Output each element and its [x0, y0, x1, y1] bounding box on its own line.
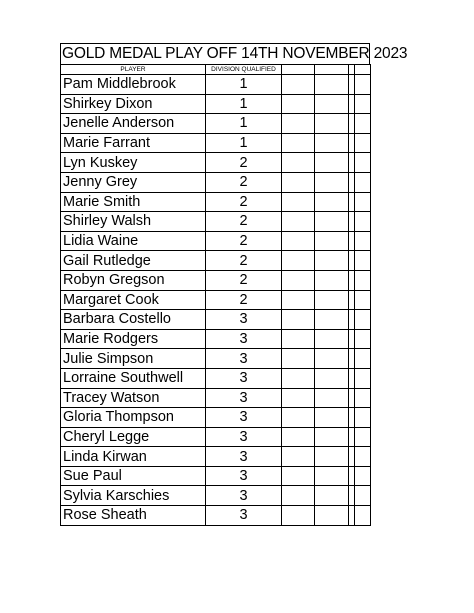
- player-name-cell: Marie Rodgers: [61, 329, 206, 349]
- player-name-cell: Rose Sheath: [61, 506, 206, 526]
- player-name-cell: Lorraine Southwell: [61, 368, 206, 388]
- player-name-cell: Shirley Walsh: [61, 212, 206, 232]
- blank-cell: [282, 114, 315, 134]
- table-row: [61, 427, 371, 447]
- blank-cell: [282, 251, 315, 271]
- division-cell: 3: [206, 466, 282, 486]
- blank-cell: [315, 192, 349, 212]
- blank-cell: [315, 251, 349, 271]
- player-name-cell: Gail Rutledge: [61, 251, 206, 271]
- table-row: [61, 388, 371, 408]
- blank-cell: [282, 172, 315, 192]
- blank-cell: [355, 153, 371, 173]
- division-cell: 2: [206, 270, 282, 290]
- blank-cell: [355, 192, 371, 212]
- blank-cell: [282, 290, 315, 310]
- blank-cell: [315, 447, 349, 467]
- table-row: [61, 466, 371, 486]
- blank-cell: [315, 270, 349, 290]
- blank-cell: [315, 310, 349, 330]
- blank-cell: [355, 349, 371, 369]
- blank-cell: [315, 212, 349, 232]
- division-cell: 3: [206, 349, 282, 369]
- table-row: [61, 172, 371, 192]
- division-cell: 1: [206, 133, 282, 153]
- blank-cell: [282, 310, 315, 330]
- table-row: [61, 231, 371, 251]
- player-name-cell: Marie Farrant: [61, 133, 206, 153]
- blank-cell: [282, 153, 315, 173]
- player-name-cell: Margaret Cook: [61, 290, 206, 310]
- player-table: [60, 64, 371, 526]
- blank-cell: [315, 506, 349, 526]
- player-name-cell: Shirkey Dixon: [61, 94, 206, 114]
- player-name-cell: Sylvia Karschies: [61, 486, 206, 506]
- blank-cell: [355, 427, 371, 447]
- player-name-cell: Lyn Kuskey: [61, 153, 206, 173]
- division-cell: 3: [206, 368, 282, 388]
- blank-cell: [282, 231, 315, 251]
- blank-cell: [315, 114, 349, 134]
- blank-cell: [355, 447, 371, 467]
- division-cell: 2: [206, 172, 282, 192]
- blank-cell: [315, 466, 349, 486]
- table-row: [61, 447, 371, 467]
- division-cell: 3: [206, 388, 282, 408]
- play-off-sheet: [60, 43, 408, 526]
- blank-cell: [315, 427, 349, 447]
- player-name-cell: Sue Paul: [61, 466, 206, 486]
- blank-column-header: [355, 65, 371, 75]
- blank-cell: [315, 329, 349, 349]
- player-column-header: PLAYER: [61, 65, 206, 75]
- table-row: [61, 408, 371, 428]
- table-row: [61, 349, 371, 369]
- blank-cell: [282, 212, 315, 232]
- blank-cell: [315, 388, 349, 408]
- table-row: [61, 212, 371, 232]
- player-name-cell: Jenny Grey: [61, 172, 206, 192]
- table-row: [61, 368, 371, 388]
- blank-cell: [355, 114, 371, 134]
- blank-cell: [355, 212, 371, 232]
- blank-cell: [355, 75, 371, 95]
- header-row: [61, 65, 371, 75]
- division-cell: 2: [206, 231, 282, 251]
- division-cell: 1: [206, 94, 282, 114]
- blank-cell: [282, 368, 315, 388]
- player-name-cell: Linda Kirwan: [61, 447, 206, 467]
- blank-cell: [282, 329, 315, 349]
- blank-cell: [315, 349, 349, 369]
- division-column-header: DIVISION QUALIFIED: [206, 65, 282, 75]
- division-cell: 3: [206, 486, 282, 506]
- blank-cell: [355, 388, 371, 408]
- sheet-title: GOLD MEDAL PLAY OFF 14TH NOVEMBER 2023: [62, 45, 408, 62]
- blank-cell: [315, 75, 349, 95]
- division-cell: 2: [206, 153, 282, 173]
- blank-cell: [355, 94, 371, 114]
- blank-cell: [355, 133, 371, 153]
- player-name-cell: Marie Smith: [61, 192, 206, 212]
- blank-cell: [315, 408, 349, 428]
- blank-cell: [355, 329, 371, 349]
- blank-cell: [355, 486, 371, 506]
- division-cell: 3: [206, 408, 282, 428]
- table-row: [61, 290, 371, 310]
- table-row: [61, 486, 371, 506]
- blank-cell: [282, 447, 315, 467]
- player-name-cell: Cheryl Legge: [61, 427, 206, 447]
- player-name-cell: Barbara Costello: [61, 310, 206, 330]
- division-cell: 3: [206, 329, 282, 349]
- blank-cell: [315, 133, 349, 153]
- blank-cell: [315, 486, 349, 506]
- blank-cell: [315, 172, 349, 192]
- player-name-cell: Lidia Waine: [61, 231, 206, 251]
- blank-cell: [315, 290, 349, 310]
- blank-cell: [282, 75, 315, 95]
- player-rows: [61, 75, 371, 526]
- blank-cell: [355, 466, 371, 486]
- blank-cell: [282, 466, 315, 486]
- table-row: [61, 133, 371, 153]
- blank-cell: [282, 427, 315, 447]
- blank-column-header: [282, 65, 315, 75]
- blank-cell: [355, 368, 371, 388]
- blank-cell: [355, 506, 371, 526]
- table-row: [61, 192, 371, 212]
- table-row: [61, 94, 371, 114]
- blank-cell: [282, 408, 315, 428]
- player-name-cell: Gloria Thompson: [61, 408, 206, 428]
- division-cell: 2: [206, 192, 282, 212]
- blank-cell: [355, 290, 371, 310]
- player-name-cell: Pam Middlebrook: [61, 75, 206, 95]
- table-row: [61, 506, 371, 526]
- table-row: [61, 114, 371, 134]
- blank-cell: [282, 349, 315, 369]
- table-row: [61, 75, 371, 95]
- table-row: [61, 310, 371, 330]
- blank-cell: [282, 192, 315, 212]
- table-row: [61, 251, 371, 271]
- player-name-cell: Jenelle Anderson: [61, 114, 206, 134]
- division-cell: 3: [206, 310, 282, 330]
- blank-column-header: [315, 65, 349, 75]
- blank-cell: [315, 368, 349, 388]
- blank-cell: [355, 408, 371, 428]
- division-cell: 1: [206, 75, 282, 95]
- division-cell: 1: [206, 114, 282, 134]
- division-cell: 3: [206, 447, 282, 467]
- blank-cell: [355, 231, 371, 251]
- blank-cell: [315, 153, 349, 173]
- division-cell: 2: [206, 290, 282, 310]
- player-name-cell: Julie Simpson: [61, 349, 206, 369]
- division-cell: 2: [206, 212, 282, 232]
- table-row: [61, 153, 371, 173]
- blank-cell: [355, 172, 371, 192]
- player-name-cell: Robyn Gregson: [61, 270, 206, 290]
- blank-cell: [355, 310, 371, 330]
- table-row: [61, 270, 371, 290]
- blank-cell: [355, 251, 371, 271]
- division-cell: 3: [206, 427, 282, 447]
- blank-cell: [315, 94, 349, 114]
- blank-cell: [282, 94, 315, 114]
- blank-cell: [282, 133, 315, 153]
- blank-cell: [355, 270, 371, 290]
- blank-cell: [315, 231, 349, 251]
- blank-cell: [282, 270, 315, 290]
- player-name-cell: Tracey Watson: [61, 388, 206, 408]
- division-cell: 2: [206, 251, 282, 271]
- blank-cell: [282, 506, 315, 526]
- table-row: [61, 329, 371, 349]
- blank-cell: [282, 388, 315, 408]
- blank-cell: [282, 486, 315, 506]
- division-cell: 3: [206, 506, 282, 526]
